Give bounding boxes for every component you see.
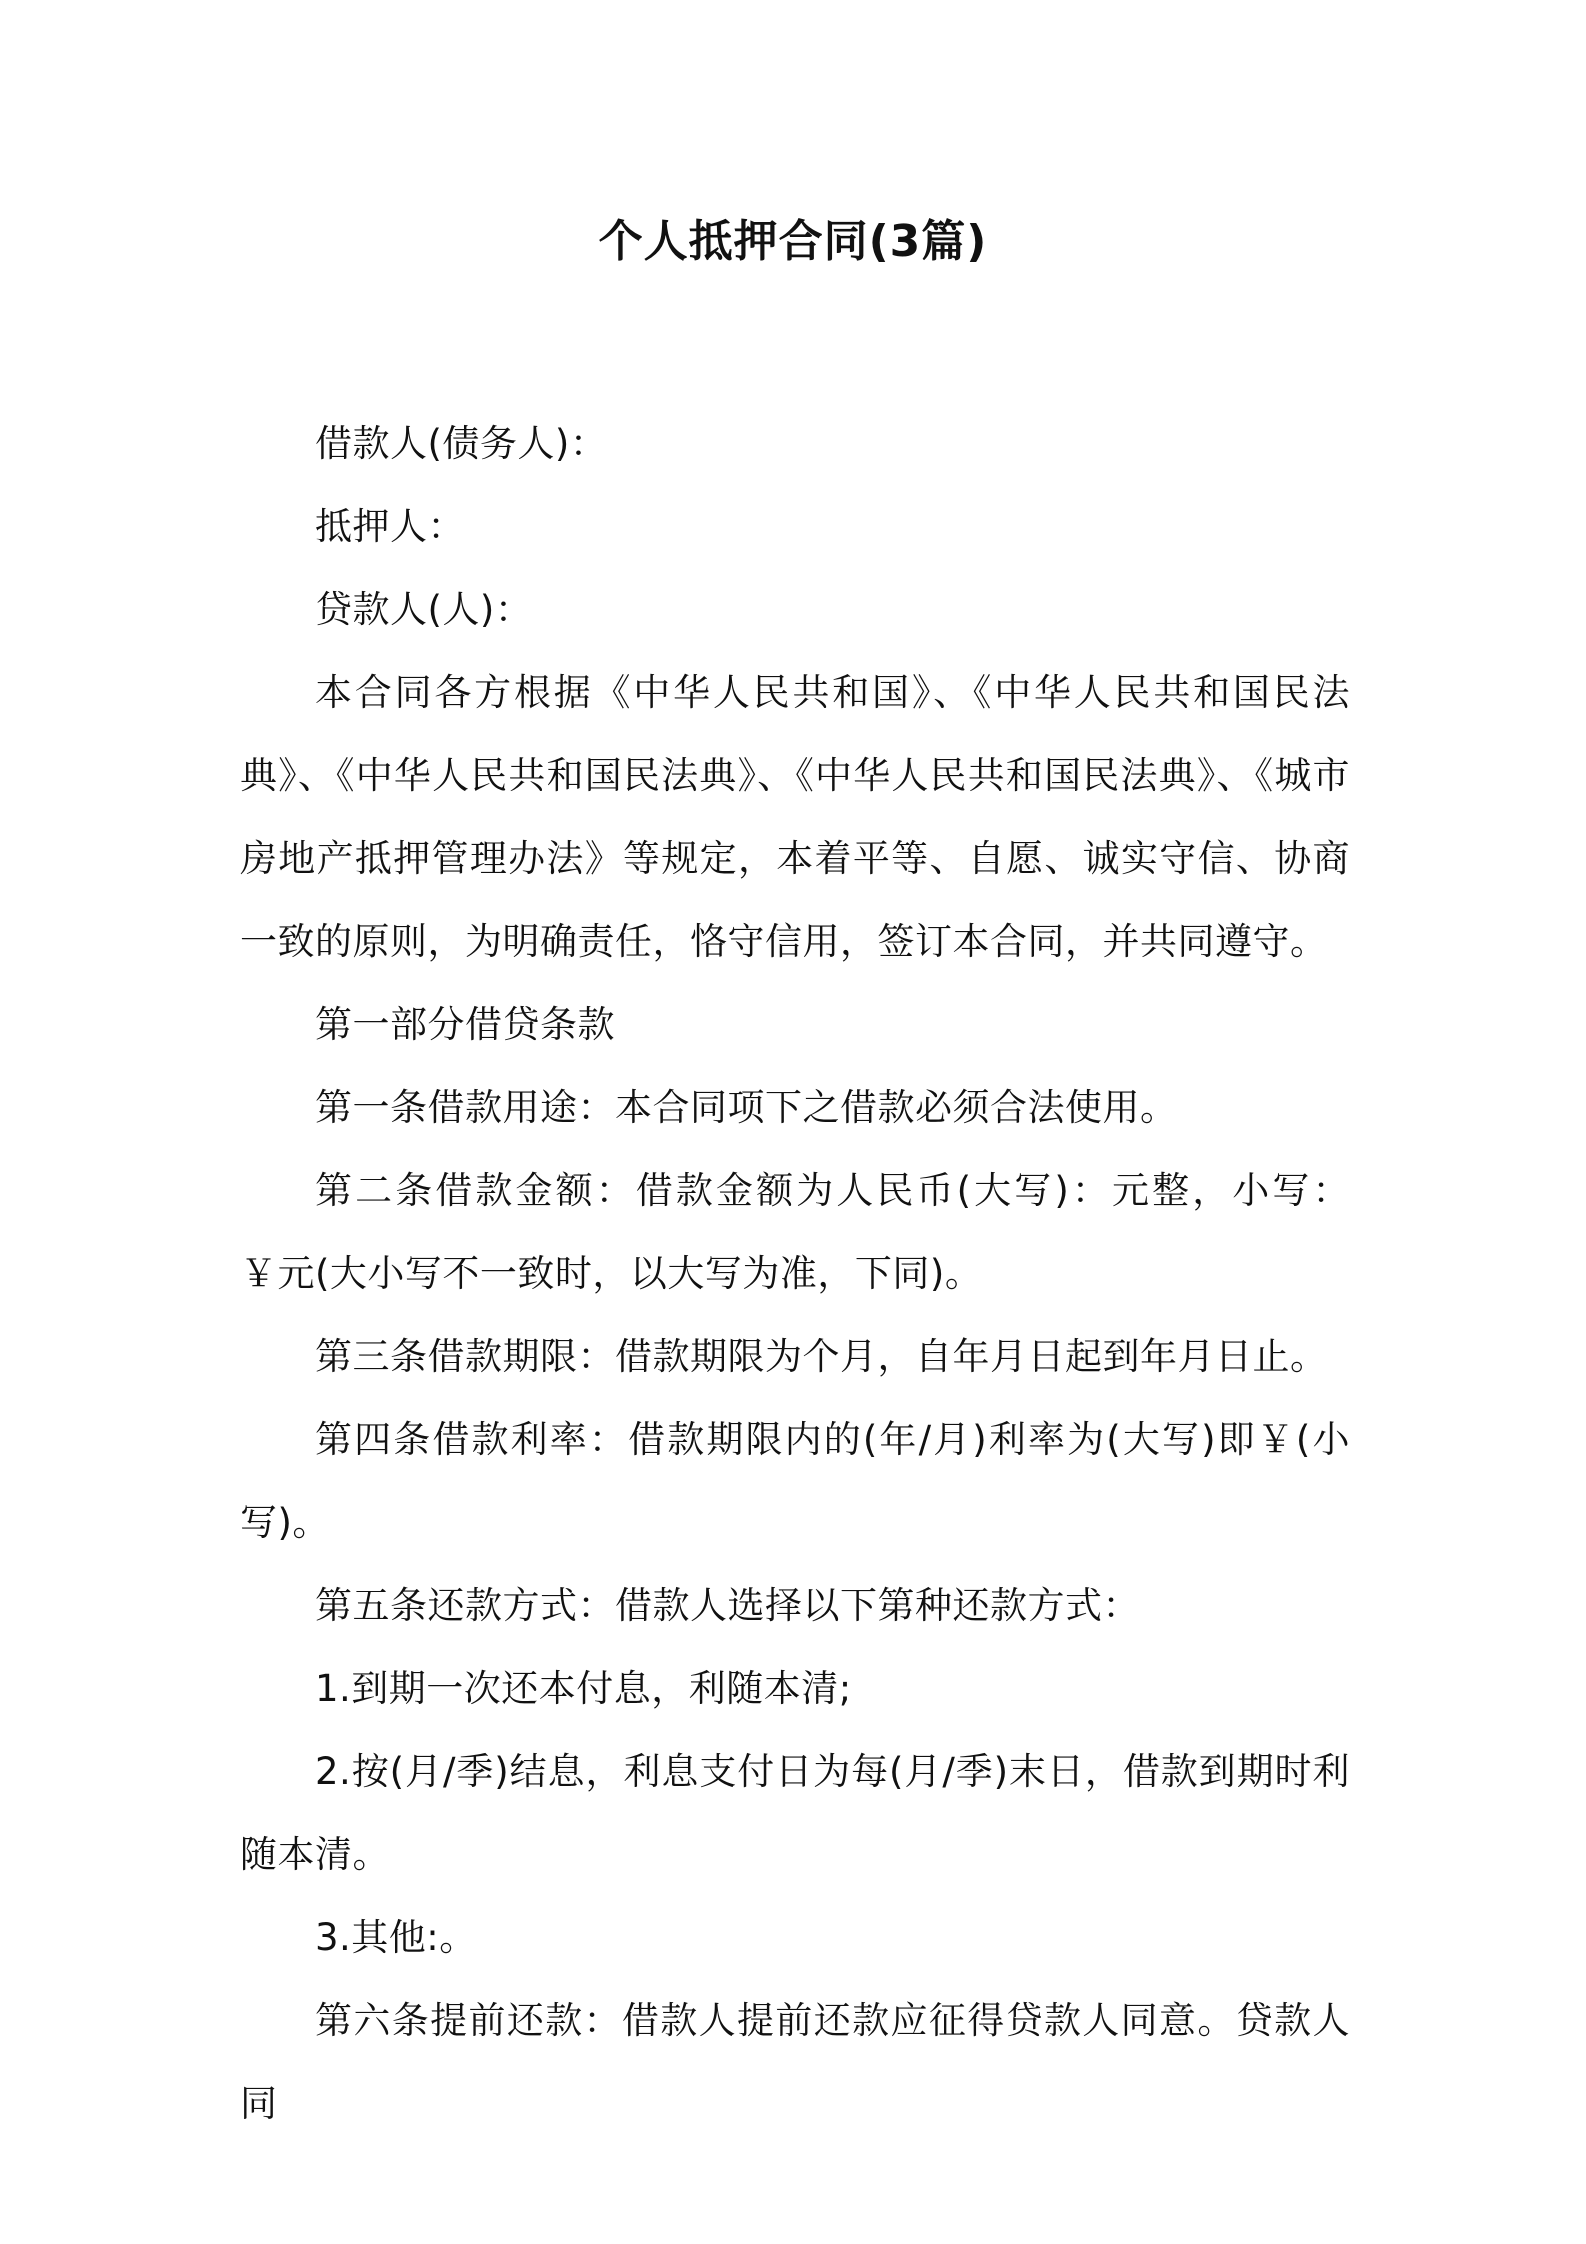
paragraph-article-1: 第一条借款用途：本合同项下之借款必须合法使用。 (315, 1086, 1178, 1129)
paragraph-option-2: 2.按(月/季)结息，利息支付日为每(月/季)末日，借款到期时利随本清。 (240, 1750, 1350, 1876)
paragraph-mortgagor: 抵押人： (315, 505, 465, 548)
paragraph-article-6: 第六条提前还款：借款人提前还款应征得贷款人同意。贷款人同 (240, 1999, 1350, 2125)
paragraph-lender: 贷款人(人)： (315, 588, 533, 631)
document-title: 个人抵押合同(3篇) (598, 216, 988, 267)
paragraph-option-3: 3.其他:。 (315, 1916, 477, 1959)
paragraph-article-5: 第五条还款方式：借款人选择以下第种还款方式： (315, 1584, 1140, 1627)
paragraph-option-1: 1.到期一次还本付息，利随本清; (315, 1667, 852, 1710)
paragraph-article-4: 第四条借款利率：借款期限内的(年/月)利率为(大写)即￥(小写)。 (240, 1418, 1350, 1544)
paragraph-borrower: 借款人(债务人)： (315, 422, 608, 465)
document-body (240, 402, 1350, 2145)
paragraph-article-3: 第三条借款期限：借款期限为个月，自年月日起到年月日止。 (315, 1335, 1328, 1378)
paragraph-preamble: 本合同各方根据《中华人民共和国》、《中华人民共和国民法典》、《中华人民共和国民法典》、《中华人民共和国民法典》、《城市房地产抵押管理办法》等规定，本着平等、自愿、诚实守信、协商一致的原则，为明确责任，恪守信用，签订本合同，并共同遵守。 (240, 671, 1350, 963)
paragraph-article-2: 第二条借款金额：借款金额为人民币(大写)：元整，小写：￥元(大小写不一致时，以大写为准，下同)。 (240, 1169, 1350, 1295)
paragraph-part-one-heading: 第一部分借贷条款 (315, 1003, 615, 1046)
